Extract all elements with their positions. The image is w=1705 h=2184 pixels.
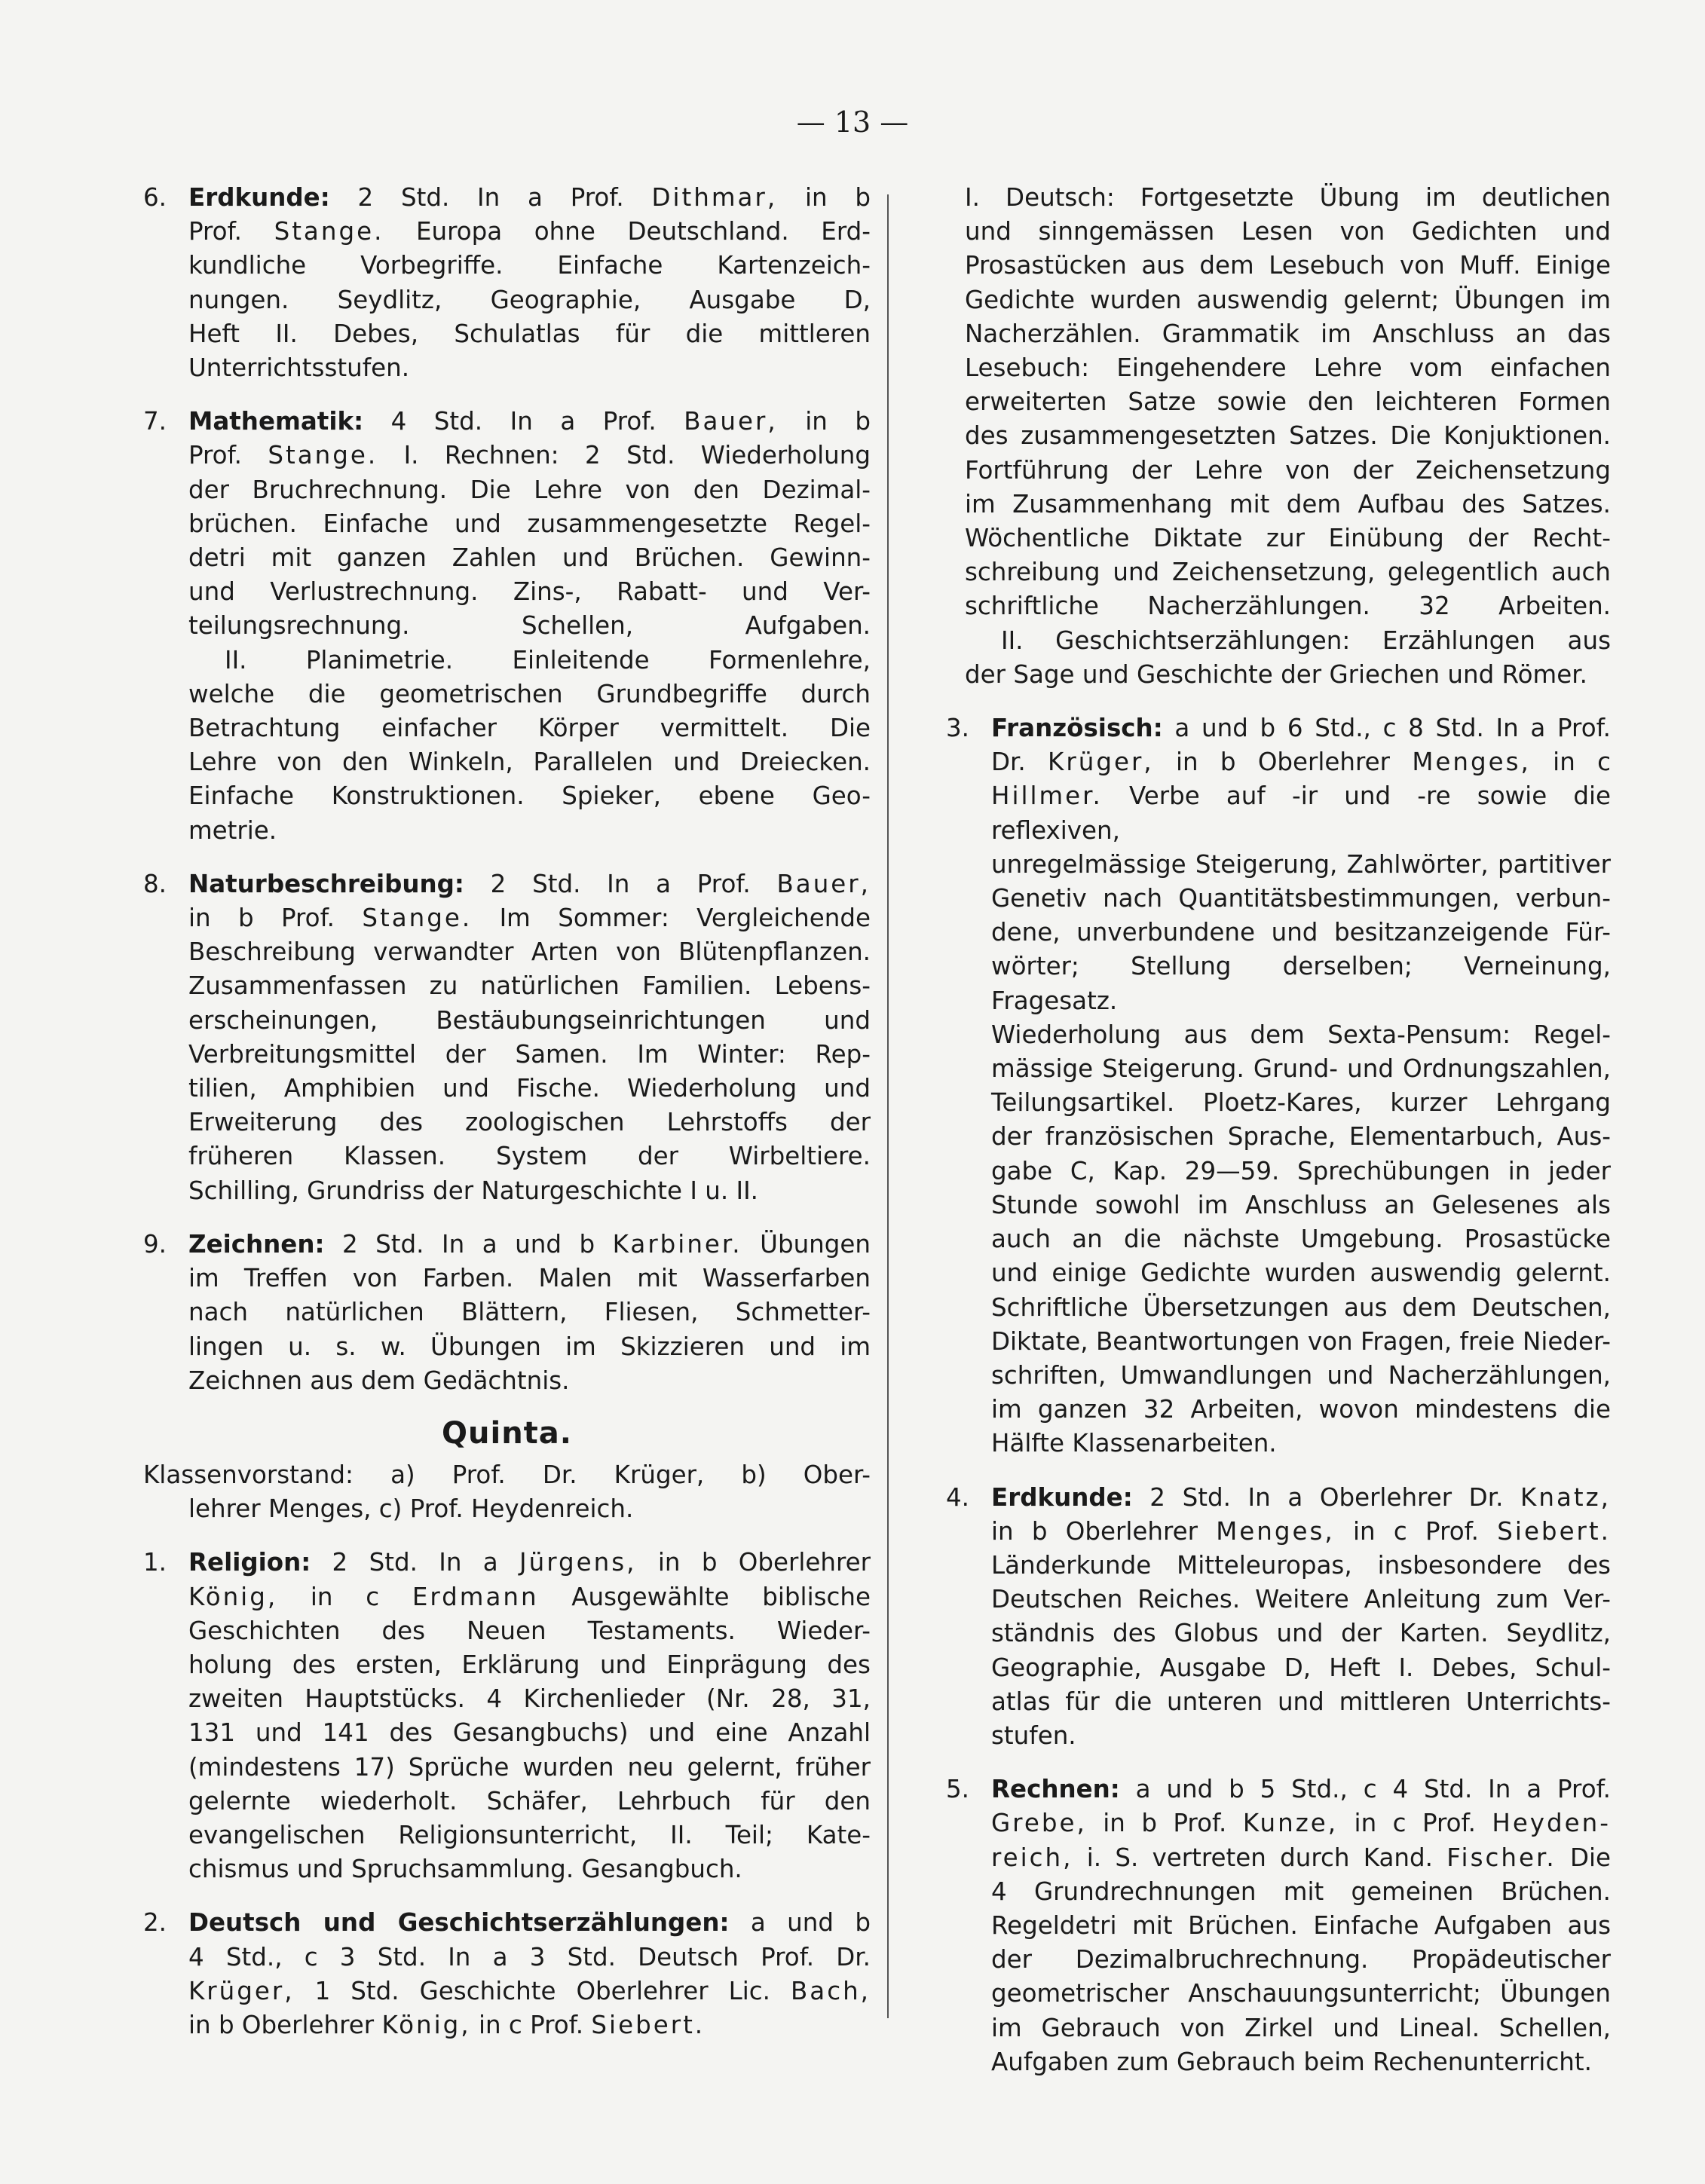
deutsch-line [965, 658, 1611, 692]
text-segment: geometrischer Anschauungsunterricht; Übungen [991, 1979, 1611, 2008]
sexta-subject-line [188, 609, 871, 643]
subject-title: Naturbeschreibung: [188, 869, 464, 898]
text-segment: Betrachtung einfacher Körper vermittelt. Die [188, 714, 871, 743]
sexta-subject-line [188, 215, 871, 249]
sexta-subject-line [188, 901, 871, 935]
text-segment: Stunde sowohl im Anschluss an Gelesenes als [991, 1190, 1611, 1219]
person-name: Knatz, [1520, 1482, 1611, 1512]
deutsch-line [965, 624, 1611, 658]
text-segment: 2 Std. In a Oberlehrer Dr. [1132, 1482, 1521, 1512]
text-segment: früheren Klassen. System der Wirbeltiere. [188, 1142, 871, 1171]
sexta-subject-line [188, 1139, 871, 1173]
sexta-subject-line [188, 814, 871, 848]
sexta-subject-line [188, 507, 871, 541]
text-segment: evangelischen Religionsunterricht, II. Teil; Kate- [188, 1820, 871, 1849]
text-segment: in c Prof. [470, 2010, 592, 2039]
text-segment: Hälfte Klassenarbeiten. [991, 1429, 1277, 1458]
deutsch-continuation [946, 181, 1611, 692]
text-segment: in b [777, 407, 871, 436]
text-segment: in b Oberlehrer [1153, 748, 1413, 777]
text-segment: Deutschen Reiches. Weitere Anleitung zum Ver- [991, 1585, 1611, 1614]
person-name: Bauer, [684, 407, 778, 436]
text-segment: Europa ohne Deutschland. Erd- [384, 217, 871, 246]
text-segment: Fortführung der Lehre von der Zeichensetzung [965, 455, 1611, 485]
quinta-subject-line [991, 1806, 1611, 1840]
item-number: 4. [946, 1482, 970, 1512]
text-segment: gabe C, Kap. 29—59. Sprechübungen in jeder [991, 1156, 1611, 1185]
quinta-subject-line [991, 711, 1611, 745]
text-segment: Erweiterung des zoologischen Lehrstoffs der [188, 1108, 871, 1137]
sexta-subject-line [188, 405, 871, 439]
text-segment: a und b [729, 1908, 871, 1938]
text-segment: metrie. [188, 815, 277, 845]
quinta-subject-line [991, 1018, 1611, 1052]
text-segment: mässige Steigerung. Grund- und Ordnungszahlen, [991, 1054, 1611, 1084]
text-segment: 131 und 141 des Gesangbuchs) und eine Anzahl [188, 1718, 871, 1748]
text-segment: Wöchentliche Diktate zur Einübung der Recht- [965, 524, 1611, 553]
text-segment: Teilungsartikel. Ploetz-Kares, kurzer Lehrgang [991, 1088, 1611, 1118]
text-segment: in b Prof. [188, 904, 363, 933]
subject-title: Zeichnen: [188, 1229, 325, 1259]
person-name: reich, [991, 1843, 1073, 1872]
person-name: Heyden- [1492, 1809, 1611, 1838]
subject-title: Erdkunde: [188, 183, 330, 212]
text-segment: Wiederholung aus dem Sexta-Pensum: Regel- [991, 1020, 1611, 1049]
text-segment: Schilling, Grundriss der Naturgeschichte I u. II. [188, 1176, 759, 1205]
person-name: Menges, [1412, 748, 1531, 777]
quinta-subject-line [188, 1682, 871, 1716]
subject-title: Erdkunde: [991, 1482, 1133, 1512]
quinta-subject-line [991, 1841, 1611, 1875]
text-segment: Prof. [188, 441, 268, 470]
deutsch-line [965, 488, 1611, 522]
text-segment: dene, unverbundene und besitzanzeigende Für- [991, 918, 1611, 947]
text-segment: detri mit ganzen Zahlen und Brüchen. Gewinn- [188, 543, 871, 573]
sexta-subject-line [188, 283, 871, 317]
text-segment: welche die geometrischen Grundbegriffe durch [188, 679, 871, 708]
quinta-subject-line [991, 1719, 1611, 1753]
text-segment: 2 Std. In a Prof. [329, 183, 652, 212]
text-segment: im Gebrauch von Zirkel und Lineal. Schellen, [991, 2013, 1611, 2042]
text-segment: a und b 6 Std., c 8 Std. In a Prof. [1162, 714, 1611, 743]
text-segment: atlas für die unteren und mittleren Unterrichts- [991, 1687, 1611, 1716]
person-name: Siebert. [1497, 1516, 1611, 1546]
text-segment: im ganzen 32 Arbeiten, wovon mindestens die [991, 1395, 1611, 1424]
sexta-subject-line [188, 541, 871, 575]
person-name: Siebert. [591, 2010, 706, 2039]
text-segment: auch an die nächste Umgebung. Prosastücke [991, 1225, 1611, 1254]
person-name: König, [381, 2010, 471, 2039]
sexta-subject-item [143, 1228, 871, 1398]
quinta-subject-line [188, 1818, 871, 1852]
quinta-subject-line [188, 2008, 871, 2042]
text-segment: Dr. [991, 748, 1048, 777]
item-number: 2. [143, 1908, 167, 1938]
text-segment: des zusammengesetzten Satzes. Die Konjuktionen. [965, 421, 1611, 451]
quinta-subject-line [188, 1546, 871, 1580]
quinta-subject-line [991, 1549, 1611, 1583]
quinta-subject-line [991, 882, 1611, 916]
text-segment: Diktate, Beantwortungen von Fragen, freie Nieder- [991, 1326, 1611, 1356]
text-segment: Im Sommer: Vergleichende [472, 904, 871, 933]
text-segment: Einfache Konstruktionen. Spieker, ebene Geo- [188, 782, 871, 811]
deutsch-line [965, 589, 1611, 623]
text-segment: in c [277, 1582, 412, 1611]
quinta-subject-line [991, 1685, 1611, 1719]
text-segment: gelernte wiederholt. Schäfer, Lehrbuch für den [188, 1786, 871, 1815]
text-segment: II. Geschichtserzählungen: Erzählungen aus [1001, 626, 1611, 655]
text-segment: chismus und Spruchsammlung. Gesangbuch. [188, 1855, 742, 1884]
left-column [143, 181, 871, 2042]
item-number: 6. [143, 183, 167, 212]
quinta-subject-line [991, 1909, 1611, 1943]
text-segment: 4 Grundrechnungen mit gemeinen Brüchen. [991, 1877, 1611, 1906]
deutsch-line [965, 351, 1611, 385]
quinta-subject-item [143, 1906, 871, 2042]
quinta-subject-line [991, 1256, 1611, 1290]
quinta-subject-line [991, 779, 1611, 847]
text-segment: 4 Std., c 3 Std. In a 3 Std. Deutsch Prof. Dr. [188, 1942, 871, 1971]
text-segment: schriftliche Nacherzählungen. 32 Arbeiten. [965, 592, 1611, 621]
text-segment: erscheinungen, Bestäubungseinrichtungen und [188, 1005, 871, 1035]
text-segment: und sinngemässen Lesen von Gedichten und [965, 217, 1611, 246]
quinta-subject-line [991, 745, 1611, 779]
text-segment: Übungen [742, 1229, 871, 1259]
person-name: Erdmann [412, 1582, 539, 1611]
quinta-subject-line [188, 1648, 871, 1682]
text-segment: Geographie, Ausgabe D, Heft I. Debes, Schul- [991, 1653, 1611, 1682]
person-name: Krüger, [1048, 748, 1154, 777]
text-segment: nungen. Seydlitz, Geographie, Ausgabe D, [188, 285, 871, 314]
sexta-subject-line [188, 644, 871, 678]
text-segment: II. Planimetrie. Einleitende Formenlehre, [225, 645, 871, 674]
sexta-subject-line [188, 1106, 871, 1139]
item-number: 5. [946, 1775, 970, 1804]
text-segment: unregelmässige Steigerung, Zahlwörter, partitiver [991, 849, 1611, 879]
deutsch-line [965, 249, 1611, 283]
quinta-subject-item [143, 1546, 871, 1886]
text-segment: in b [777, 183, 871, 212]
quinta-subject-line [991, 1481, 1611, 1515]
text-segment: Zeichnen aus dem Gedächtnis. [188, 1366, 570, 1395]
quinta-subject-line [991, 2011, 1611, 2045]
sexta-subject-line [188, 1174, 871, 1208]
person-name: Stange. [362, 904, 473, 933]
sexta-subject-item [143, 181, 871, 385]
sexta-subject-item [143, 405, 871, 848]
quinta-subject-line [188, 1906, 871, 1940]
text-segment: Geschichten des Neuen Testaments. Wieder- [188, 1616, 871, 1645]
sexta-subject-item [143, 867, 871, 1208]
text-segment: Aufgaben zum Gebrauch beim Rechenunterricht. [991, 2047, 1592, 2076]
deutsch-line [965, 522, 1611, 555]
person-name: Krüger, [188, 1976, 295, 2005]
deutsch-line [965, 555, 1611, 589]
quinta-subject-line [991, 1052, 1611, 1086]
text-segment: tilien, Amphibien und Fische. Wiederholung und [188, 1074, 871, 1103]
text-segment: Lesebuch: Eingehendere Lehre vom einfachen [965, 353, 1611, 383]
deutsch-line [965, 385, 1611, 419]
person-name: Fischer. [1446, 1843, 1557, 1872]
quinta-subject-line [991, 1222, 1611, 1256]
sexta-subject-line [188, 711, 871, 745]
deutsch-text [946, 181, 1611, 692]
text-segment: brüchen. Einfache und zusammengesetzte Regel- [188, 509, 871, 538]
quinta-subject-line [991, 1943, 1611, 1977]
quinta-subject-line [188, 1580, 871, 1614]
text-segment: i. S. vertreten durch Kand. [1073, 1843, 1447, 1872]
quinta-subject-line [991, 1977, 1611, 2011]
text-segment: I. Deutsch: Fortgesetzte Übung im deutlichen [965, 183, 1611, 212]
sexta-subject-line [188, 969, 871, 1003]
quinta-subject-line [991, 1651, 1611, 1685]
quinta-subject-line [991, 1086, 1611, 1120]
text-segment: 4 Std. In a Prof. [363, 407, 684, 436]
text-segment: in b Oberlehrer [188, 2010, 382, 2039]
text-segment: Nacherzählen. Grammatik im Anschluss an das [965, 319, 1611, 348]
text-segment: und einige Gedichte wurden auswendig gelernt. [991, 1259, 1611, 1288]
deutsch-line [965, 181, 1611, 215]
text-segment: schreibung und Zeichensetzung, gelegentlich auch [965, 558, 1611, 587]
text-segment: in c Prof. [1334, 1516, 1498, 1546]
quinta-subject-line [991, 1393, 1611, 1427]
text-segment: Unterrichtsstufen. [188, 353, 410, 383]
person-name: Bach, [790, 1976, 871, 2005]
quinta-subject-item [946, 711, 1611, 1461]
quinta-subject-line [991, 1155, 1611, 1188]
sexta-subject-line [188, 249, 871, 283]
text-segment: erweiterten Satze sowie den leichteren Formen [965, 387, 1611, 417]
text-segment: (mindestens 17) Sprüche wurden neu gelernt, früher [188, 1752, 871, 1782]
quinta-subject-line [991, 1120, 1611, 1154]
sexta-subject-line [188, 351, 871, 385]
deutsch-line [965, 419, 1611, 453]
text-segment: Lehre von den Winkeln, Parallelen und Dreiecken. [188, 748, 871, 777]
quinta-subject-line [991, 1188, 1611, 1222]
quinta-subject-line [991, 1359, 1611, 1393]
text-segment: Gedichte wurden auswendig gelernt; Übungen im [965, 285, 1611, 314]
text-segment: schriften, Umwandlungen und Nacherzählungen, [991, 1360, 1611, 1390]
quinta-subject-line [188, 1614, 871, 1648]
left-items [143, 181, 871, 1398]
text-segment: Genetiv nach Quantitätsbestimmungen, verbun- [991, 884, 1611, 913]
sexta-subject-line [188, 1072, 871, 1106]
text-segment: in b Oberlehrer [991, 1516, 1217, 1546]
text-segment: Prosastücken aus dem Lesebuch von Muff. Einige [965, 251, 1611, 280]
text-segment: Verbreitungsmittel der Samen. Im Winter: Rep- [188, 1039, 871, 1069]
quinta-subject-line [991, 848, 1611, 882]
quinta-subject-line [991, 1291, 1611, 1325]
quinta-subject-line [991, 1773, 1611, 1806]
item-number: 1. [143, 1548, 167, 1577]
text-segment: in c Prof. [1338, 1809, 1492, 1838]
text-segment: der französischen Sprache, Elementarbuch, Aus- [991, 1122, 1611, 1152]
sexta-subject-line [188, 935, 871, 969]
text-segment: Ausgewählte biblische [538, 1582, 871, 1611]
text-segment: der Dezimalbruchrechnung. Propädeutischer [991, 1945, 1611, 1974]
text-segment: 2 Std. In a [311, 1548, 520, 1577]
person-name: Grebe, [991, 1809, 1087, 1838]
text-segment: Schriftliche Übersetzungen aus dem Deutschen, [991, 1292, 1611, 1322]
quinta-heading: Quinta. [442, 1415, 572, 1451]
text-segment: in b Oberlehrer [636, 1548, 871, 1577]
quinta-subject-line [188, 1852, 871, 1886]
sexta-subject-line [188, 439, 871, 473]
text-segment: 2 Std. In a Prof. [464, 869, 777, 898]
deutsch-line [965, 215, 1611, 249]
deutsch-line [965, 454, 1611, 488]
text-segment: der Bruchrechnung. Die Lehre von den Dezimal- [188, 475, 871, 504]
sexta-subject-line [188, 745, 871, 779]
quinta-subject-line [188, 1785, 871, 1818]
sexta-subject-line [188, 1295, 871, 1329]
item-number: 7. [143, 407, 167, 436]
sexta-subject-line [188, 1330, 871, 1364]
quinta-subject-line [991, 1325, 1611, 1359]
sexta-subject-line [188, 1228, 871, 1262]
subject-title: Deutsch und Geschichtserzählungen: [188, 1908, 730, 1938]
quinta-subject-line [188, 1941, 871, 1974]
subject-title: Französisch: [991, 714, 1163, 743]
text-segment: 1 Std. Geschichte Oberlehrer Lic. [294, 1976, 791, 2005]
sexta-subject-line [188, 1262, 871, 1295]
sexta-subject-line [188, 1004, 871, 1038]
sexta-subject-line [188, 317, 871, 351]
text-segment: Zusammenfassen zu natürlichen Familien. Lebens- [188, 971, 871, 1001]
text-segment: stufen. [991, 1721, 1076, 1750]
quinta-subject-line [188, 1751, 871, 1785]
sexta-subject-line [188, 473, 871, 507]
text-segment: in b Prof. [1086, 1809, 1243, 1838]
person-name: Stange. [268, 441, 378, 470]
text-segment: I. Rechnen: 2 Std. Wiederholung [378, 441, 871, 470]
person-name: Kunze, [1242, 1809, 1339, 1838]
quinta-subject-line [188, 1974, 871, 2008]
item-number: 3. [946, 714, 970, 743]
right-items [946, 711, 1611, 2079]
subject-title: Mathematik: [188, 407, 364, 436]
item-number: 8. [143, 869, 167, 898]
quinta-subject-item [946, 1773, 1611, 2079]
sexta-subject-line [188, 779, 871, 813]
text-segment: Prof. [188, 217, 274, 246]
person-name: Menges, [1216, 1516, 1335, 1546]
quinta-subject-line [991, 916, 1611, 950]
sexta-subject-line [188, 678, 871, 711]
person-name: Jürgens, [519, 1548, 637, 1577]
quinta-subject-line [991, 1515, 1611, 1549]
person-name: Stange. [274, 217, 384, 246]
text-segment: Regeldetri mit Brüchen. Einfache Aufgaben aus [991, 1910, 1611, 1940]
quinta-subject-line [991, 1617, 1611, 1650]
sexta-subject-line [188, 867, 871, 901]
quinta-subject-item [946, 1481, 1611, 1754]
right-column [946, 181, 1611, 2079]
person-name: König, [188, 1582, 278, 1611]
klassenvorstand-line-1: Klassenvorstand: a) Prof. Dr. Krüger, b) Ober- [143, 1460, 871, 1489]
text-segment: Länderkunde Mitteleuropas, insbesondere des [991, 1550, 1611, 1580]
quinta-subject-line [991, 1583, 1611, 1617]
left-items-quinta [143, 1546, 871, 2042]
text-segment: im Zusammenhang mit dem Aufbau des Satzes. [965, 489, 1611, 518]
quinta-subject-line [188, 1716, 871, 1750]
person-name: Karbiner. [612, 1229, 742, 1259]
person-name: Hillmer. [991, 782, 1103, 811]
text-segment: Heft II. Debes, Schulatlas für die mittleren [188, 319, 871, 348]
sexta-subject-line [188, 181, 871, 215]
deutsch-line [965, 283, 1611, 317]
quinta-subject-line [991, 950, 1611, 1017]
page-number: — 13 — [796, 106, 909, 139]
column-divider [887, 194, 889, 2018]
subject-title: Rechnen: [991, 1775, 1120, 1804]
klassenvorstand [143, 1458, 871, 1526]
text-segment: lingen u. s. w. Übungen im Skizzieren und im [188, 1332, 871, 1361]
text-segment: 2 Std. In a und b [324, 1229, 613, 1259]
text-segment: und Verlustrechnung. Zins-, Rabatt- und Ver- [188, 577, 871, 607]
text-segment: nach natürlichen Blättern, Fliesen, Schmetter- [188, 1298, 871, 1327]
quinta-subject-line [991, 1875, 1611, 1909]
sexta-subject-line [188, 575, 871, 609]
text-segment: ständnis des Globus und der Karten. Seydlitz, [991, 1619, 1611, 1648]
text-segment: a und b 5 Std., c 4 Std. In a Prof. [1119, 1775, 1611, 1804]
text-segment: wörter; Stellung derselben; Verneinung, Fragesatz. [991, 952, 1611, 1015]
sexta-subject-line [188, 1038, 871, 1072]
text-segment: Die [1556, 1843, 1611, 1872]
subject-title: Religion: [188, 1548, 311, 1577]
text-segment: holung des ersten, Erklärung und Einprägung des [188, 1650, 871, 1679]
sexta-subject-line [188, 1364, 871, 1398]
text-segment: zweiten Hauptstücks. 4 Kirchenlieder (Nr. 28, 31, [188, 1684, 871, 1714]
klassenvorstand-line-2: lehrer Menges, c) Prof. Heydenreich. [188, 1494, 634, 1524]
person-name: Bauer, [776, 869, 871, 898]
person-name: Dithmar, [651, 183, 778, 212]
text-segment: kundliche Vorbegriffe. Einfache Kartenzeich- [188, 251, 871, 280]
text-segment: in c [1530, 748, 1611, 777]
text-segment: Verbe auf -ir und -re sowie die reflexiven, [991, 782, 1611, 845]
text-segment: im Treffen von Farben. Malen mit Wasserfarben [188, 1264, 871, 1293]
deutsch-line [965, 317, 1611, 351]
text-segment: Beschreibung verwandter Arten von Blütenpflanzen. [188, 938, 871, 967]
item-number: 9. [143, 1229, 167, 1259]
quinta-subject-line [991, 1427, 1611, 1461]
text-segment: teilungsrechnung. Schellen, Aufgaben. [188, 611, 871, 641]
text-segment: der Sage und Geschichte der Griechen und Römer. [965, 659, 1587, 689]
quinta-subject-line [991, 2045, 1611, 2079]
